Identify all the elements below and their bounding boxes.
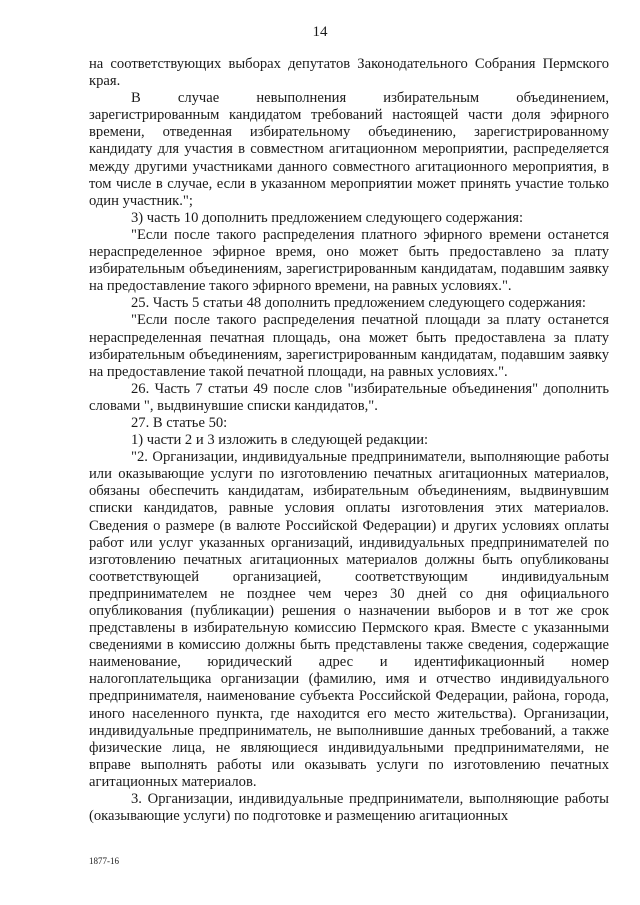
paragraph: 27. В статье 50:: [131, 414, 228, 431]
paragraph: "2. Организации, индивидуальные предприниматели, выполняющие работы или оказывающие услуги по изготовлению печатных агитационных материалов, обязаны обеспечить кандидатам, избирательным объединениям, выдвинувшим списки кандидатов, равные условия оплаты изготовления этих материалов. Сведения о размере (в валюте Российской Федерации) и других условиях оплаты работ или услуг указанных организаций, индивидуальных предпринимателей по изготовлению печатных агитационных материалов должны быть опубликованы соответствующей организацией, соответствующим индивидуальным предпринимателем не позднее чем через 30 дней со дня официального опубликования (публикации) решения о назначении выборов и в тот же срок представлены в избирательную комиссию Пермского края. Вместе с указанными сведениями в комиссию должны быть представлены также сведения, содержащие наименование, юридический адрес и идентификационный номер налогоплательщика организации (фамилию, имя и отчество индивидуального предпринимателя, наименование субъекта Российской Федерации, района, города, иного населенного пункта, где находится его место жительства). Организации, индивидуальные предприниматель, не выполнившие данных требований, а также физические лица, не являющиеся индивидуальными предпринимателями, не вправе выполнять работы или оказывать услуги по изготовлению печатных агитационных материалов.: [89, 449, 609, 790]
document-code: 1877-16: [89, 856, 119, 866]
paragraph: 1) части 2 и 3 изложить в следующей редакции:: [131, 432, 429, 449]
paragraph: В случае невыполнения избирательным объединением, зарегистрированным кандидатом требований настоящей части доля эфирного времени, отведенная избирательному объединению, зарегистрированному кандидату для участия в совместном агитационном мероприятии, распределяется между другими участниками данного совместного агитационного мероприятия, в том числе в случае, если в указанном мероприятии может принять участие только один участник.";: [89, 90, 609, 209]
paragraph: на соответствующих выборах депутатов Законодательного Собрания Пермского края.: [89, 56, 609, 90]
paragraph: "Если после такого распределения платного эфирного времени останется нераспределенное эфирное время, оно может быть предоставлено за плату избирательным объединениям, зарегистрированным кандидатам, подавшим заявку на предоставление такого эфирного времени, на равных условиях.".: [89, 226, 609, 295]
paragraph: 3) часть 10 дополнить предложением следующего содержания:: [131, 209, 524, 226]
paragraph: "Если после такого распределения печатной площади за плату останется нераспределенная печатная площадь, она может быть предоставлена за плату избирательным объединениям, зарегистрированным кандидатам, подавшим заявку на предоставление такой печатной площади, на равных условиях.".: [89, 312, 609, 380]
page-number: 14: [312, 24, 328, 40]
document-body: [89, 56, 609, 825]
paragraph: 25. Часть 5 статьи 48 дополнить предложением следующего содержания:: [131, 295, 586, 312]
paragraph: 26. Часть 7 статьи 49 после слов "избирательные объединения" дополнить словами ", выдвинувшие списки кандидатов,".: [89, 380, 609, 414]
paragraph: 3. Организации, индивидуальные предприниматели, выполняющие работы (оказывающие услуги) по подготовке и размещению агитационных: [89, 791, 609, 825]
